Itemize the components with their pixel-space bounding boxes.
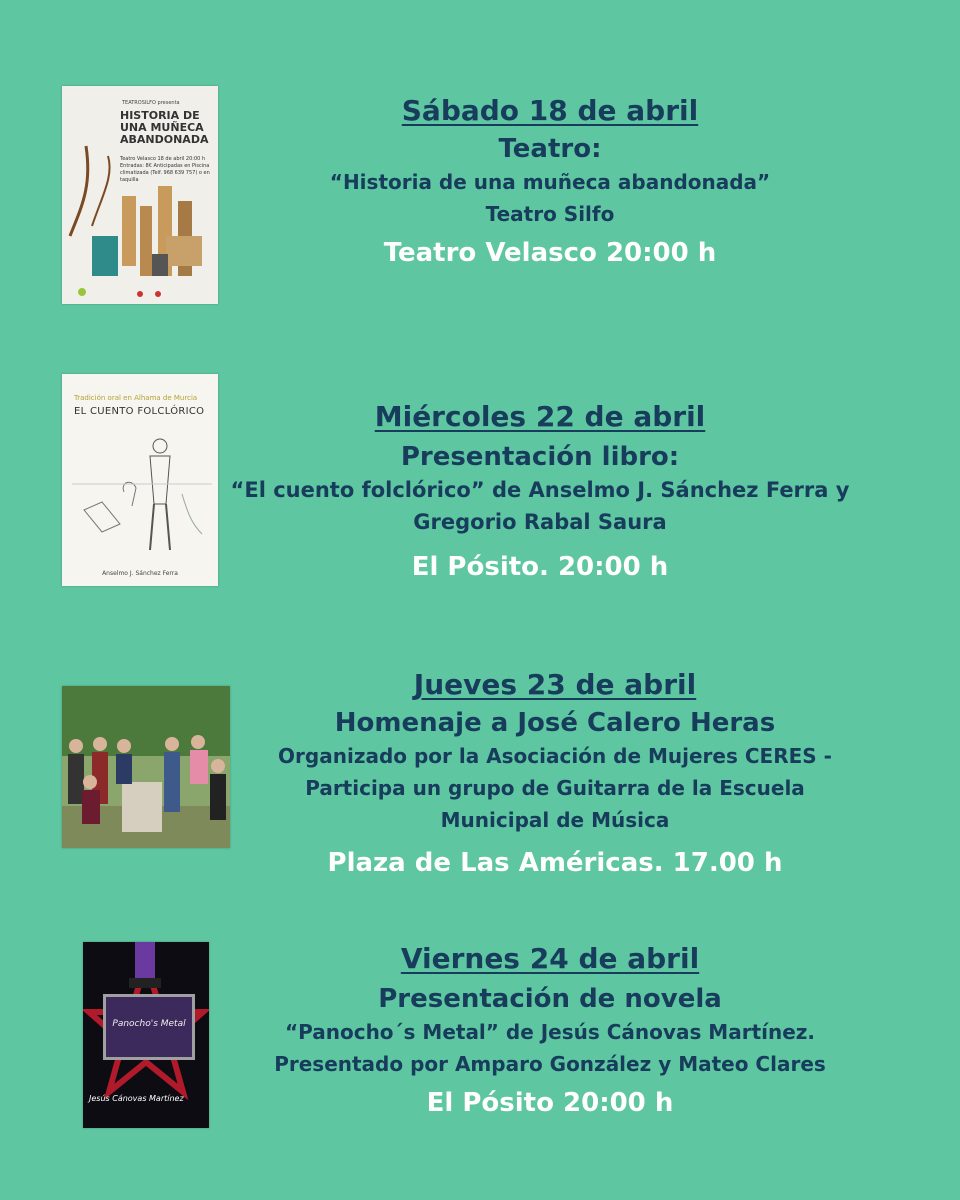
event-date: Viernes 24 de abril [400, 942, 700, 975]
event-desc-line: Presentado por Amparo González y Mateo Clares [274, 1052, 826, 1076]
poster-author: Jesús Cánovas Martínez [89, 1094, 184, 1103]
poster-author: Anselmo J. Sánchez Ferra [102, 570, 178, 577]
event-desc-line: Participa un grupo de Guitarra de la Escuela [305, 776, 805, 800]
event-desc-line: “Panocho´s Metal” de Jesús Cánovas Martínez. [284, 1020, 816, 1044]
event-date: Sábado 18 de abril [401, 94, 699, 127]
event-venue: Plaza de Las Américas. 17.00 h [327, 848, 783, 878]
poster-info: Teatro Velasco 18 de abril 20:00 h Entradas: 8€ Anticipadas en Piscina climatizada (Telf. 968 639 757) o en taquilla [120, 156, 210, 183]
poster-subtitle: Tradición oral en Alhama de Murcia [74, 394, 198, 402]
event-kind: Teatro: [498, 134, 602, 164]
event-desc-line: Gregorio Rabal Saura [413, 510, 667, 534]
poster-small-text: TEATROSILFO presenta [122, 100, 180, 106]
event-venue: Teatro Velasco 20:00 h [383, 238, 717, 268]
group-photo-image [62, 686, 230, 848]
event-date: Miércoles 22 de abril [374, 400, 706, 433]
event-kind: Presentación libro: [400, 442, 680, 472]
event-desc-line: “Historia de una muñeca abandonada” [329, 170, 771, 194]
poster-title: Panocho's Metal [112, 1019, 186, 1029]
poster-title: EL CUENTO FOLCLÓRICO [74, 406, 205, 417]
event-kind: Presentación de novela [378, 984, 722, 1014]
event-venue: El Pósito 20:00 h [426, 1088, 674, 1118]
event-1 [270, 94, 830, 270]
event-venue: El Pósito. 20:00 h [411, 552, 669, 582]
poster-cuento-folclorico [62, 374, 218, 586]
event-desc-line: Teatro Silfo [485, 202, 615, 226]
poster-historia-muneca [62, 86, 218, 304]
event-desc-line: “El cuento folclórico” de Anselmo J. Sánchez Ferra y [230, 478, 850, 502]
event-2 [222, 400, 858, 584]
event-desc-line: Organizado por la Asociación de Mujeres CERES - [278, 744, 832, 768]
event-3 [250, 668, 860, 880]
poster-title: HISTORIA DE UNA MUÑECA ABANDONADA [120, 109, 209, 146]
event-date: Jueves 23 de abril [413, 668, 697, 701]
group-photo [62, 686, 230, 848]
amplifier-graphic [103, 994, 195, 1060]
event-4 [240, 942, 860, 1120]
poster-panochos-metal [83, 942, 209, 1128]
event-desc-line: Municipal de Música [440, 808, 670, 832]
event-kind: Homenaje a José Calero Heras [334, 708, 776, 738]
drawing-illustration [62, 374, 218, 586]
